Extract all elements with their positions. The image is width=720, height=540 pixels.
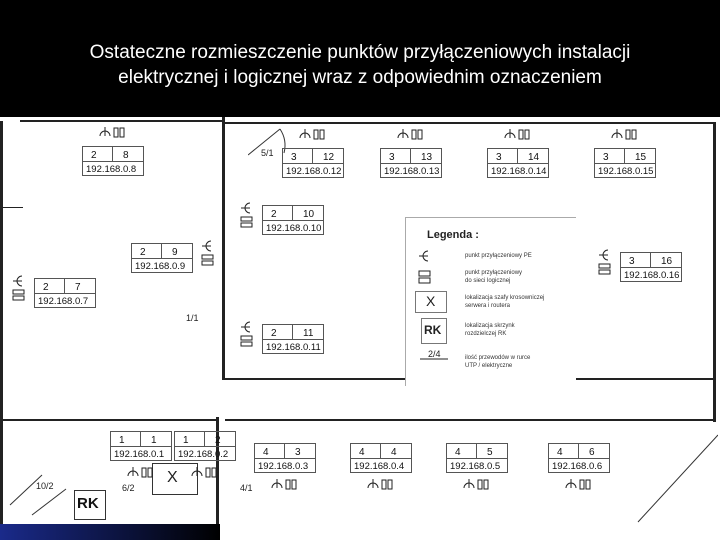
circuit-number: 2 [91, 150, 97, 161]
circuit-number: 3 [603, 152, 609, 163]
circuit-number-cell [174, 431, 205, 447]
legend-count-sample: 2/4 [428, 349, 441, 359]
outlet-number: 5 [487, 447, 493, 458]
socket-pair-icon [190, 466, 218, 480]
circuit-number: 3 [629, 256, 635, 267]
outlet-number: 16 [661, 256, 673, 267]
outlet-number: 4 [391, 447, 397, 458]
legend-item-rk-1: lokalizacja skrzynk [465, 323, 515, 329]
outlet-number: 6 [589, 447, 595, 458]
ip-address-cell [34, 293, 96, 308]
circuit-number-cell [446, 443, 477, 459]
socket-pair-icon [564, 478, 592, 492]
outlet-number: 14 [528, 152, 540, 163]
ip-address: 192.168.0.5 [450, 461, 501, 472]
ip-address-cell [548, 458, 610, 473]
circuit-number-cell [380, 148, 411, 164]
ip-address-cell [131, 258, 193, 273]
route-label: 10/2 [36, 481, 54, 491]
socket-pair-icon [503, 128, 531, 142]
outlet-number-cell [292, 324, 324, 340]
circuit-number: 4 [557, 447, 563, 458]
outlet-number: 3 [295, 447, 301, 458]
outlet-number-cell [380, 443, 412, 459]
ip-address: 192.168.0.2 [178, 449, 229, 460]
legend-rk-mark: RK [424, 323, 442, 337]
ip-address-cell [620, 267, 682, 282]
ip-address-cell [487, 163, 549, 178]
outlet-number-cell [292, 205, 324, 221]
ip-address: 192.168.0.1 [114, 449, 165, 460]
socket-pair-icon [240, 320, 254, 348]
outlet-number: 2 [215, 435, 221, 446]
ip-address: 192.168.0.15 [598, 166, 654, 177]
socket-pair-icon [598, 248, 612, 276]
ip-address-cell [380, 163, 442, 178]
outlet-number: 9 [172, 247, 178, 258]
ip-address-cell [282, 163, 344, 178]
server-rack-mark: X [167, 469, 178, 486]
slide-title [0, 40, 720, 90]
outlet-number-cell [112, 146, 144, 162]
legend-item-pe: punkt przyłączeniowy PE [465, 253, 532, 259]
circuit-number: 3 [496, 152, 502, 163]
circuit-number-cell [110, 431, 141, 447]
socket-pair-icon [12, 274, 26, 302]
outlet-number-cell [204, 431, 236, 447]
socket-pair-icon [298, 128, 326, 142]
circuit-number: 2 [271, 209, 277, 220]
data-socket-icon [418, 269, 432, 285]
outlet-number-cell [284, 443, 316, 459]
socket-pair-icon [270, 478, 298, 492]
slide-footer-bar [0, 524, 220, 540]
ip-address: 192.168.0.3 [258, 461, 309, 472]
route-label: 6/2 [122, 483, 135, 493]
ip-address: 192.168.0.11 [266, 342, 321, 353]
ip-address-cell [350, 458, 412, 473]
ip-address: 192.168.0.13 [384, 166, 440, 177]
circuit-number-cell [254, 443, 285, 459]
legend-item-rk-2: rozdzielczej RK [465, 331, 507, 337]
outlet-number: 7 [75, 282, 81, 293]
circuit-number-cell [620, 252, 651, 268]
circuit-number-cell [350, 443, 381, 459]
slide-title-line-2: elektrycznej i logicznej wraz z odpowiednim oznaczeniem [118, 67, 602, 88]
legend-item-count-2: UTP / elektryczne [465, 363, 513, 369]
floor-plan [0, 117, 720, 540]
route-label: 5/1 [261, 148, 274, 158]
conduit-line-icon [418, 357, 452, 367]
ip-address-cell [174, 446, 236, 461]
ip-address: 192.168.0.4 [354, 461, 405, 472]
ip-address: 192.168.0.7 [38, 296, 89, 307]
ip-address: 192.168.0.16 [624, 270, 680, 281]
outlet-number-cell [161, 243, 193, 259]
ip-address-cell [110, 446, 172, 461]
outlet-number-cell [578, 443, 610, 459]
outlet-number: 1 [151, 435, 157, 446]
circuit-number: 3 [291, 152, 297, 163]
circuit-number-cell [487, 148, 518, 164]
ip-address-cell [446, 458, 508, 473]
circuit-number-cell [548, 443, 579, 459]
slide-title-line-1: Ostateczne rozmieszczenie punktów przyłączeniowych instalacji [89, 42, 631, 63]
route-label: 1/1 [186, 313, 199, 323]
ip-address: 192.168.0.10 [266, 223, 322, 234]
wall [3, 207, 23, 208]
wall [20, 120, 224, 122]
ip-address-cell [82, 161, 144, 176]
legend-item-rack-1: lokalizacja szafy krosowniczej [465, 295, 545, 301]
socket-pair-icon [201, 239, 215, 267]
legend-item-count-1: ilość przewodów w rurce [465, 355, 531, 361]
outlet-number: 11 [303, 328, 314, 339]
circuit-number: 2 [140, 247, 146, 258]
outlet-number-cell [517, 148, 549, 164]
outlet-number-cell [650, 252, 682, 268]
legend-item-data-1: punkt przyłączeniowy [465, 270, 523, 276]
socket-pair-icon [610, 128, 638, 142]
socket-pair-icon [126, 466, 154, 480]
ip-address-cell [262, 339, 324, 354]
outlet-number-cell [624, 148, 656, 164]
ip-address-cell [594, 163, 656, 178]
outlet-number: 8 [123, 150, 129, 161]
circuit-number: 2 [271, 328, 277, 339]
legend-item-rack-2: serwera i routera [465, 303, 511, 309]
ip-address: 192.168.0.6 [552, 461, 603, 472]
ip-address: 192.168.0.9 [135, 261, 186, 272]
circuit-number-cell [82, 146, 113, 162]
circuit-number: 4 [263, 447, 269, 458]
outlet-number: 15 [635, 152, 647, 163]
wall [713, 122, 716, 422]
circuit-number: 1 [183, 435, 189, 446]
outlet-number: 13 [421, 152, 433, 163]
circuit-number: 2 [43, 282, 49, 293]
circuit-number-cell [34, 278, 65, 294]
circuit-number: 4 [359, 447, 365, 458]
rk-mark: RK [77, 495, 99, 512]
socket-pair-icon [98, 126, 126, 140]
legend-x-mark: X [426, 293, 436, 309]
ip-address: 192.168.0.12 [286, 166, 342, 177]
outlet-number-cell [410, 148, 442, 164]
socket-pair-icon [240, 201, 254, 229]
legend-title: Legenda : [427, 229, 479, 241]
socket-pair-icon [396, 128, 424, 142]
circuit-number-cell [262, 324, 293, 340]
outlet-number-cell [312, 148, 344, 164]
circuit-number: 1 [119, 435, 125, 446]
wall [222, 117, 225, 380]
door-arc-icon [618, 417, 718, 527]
ip-address: 192.168.0.14 [491, 166, 547, 177]
outlet-number-cell [64, 278, 96, 294]
socket-pair-icon [366, 478, 394, 492]
outlet-number: 10 [303, 209, 315, 220]
circuit-number-cell [131, 243, 162, 259]
circuit-number-cell [594, 148, 625, 164]
ip-address: 192.168.0.8 [86, 164, 137, 175]
ip-address-cell [254, 458, 316, 473]
socket-pair-icon [462, 478, 490, 492]
wall [225, 122, 715, 124]
wall [0, 121, 3, 540]
outlet-number-cell [476, 443, 508, 459]
outlet-number-cell [140, 431, 172, 447]
pe-socket-icon [418, 249, 432, 263]
route-line-icon [30, 487, 70, 517]
circuit-number: 4 [455, 447, 461, 458]
circuit-number-cell [282, 148, 313, 164]
ip-address-cell [262, 220, 324, 235]
route-label: 4/1 [240, 483, 253, 493]
circuit-number: 3 [389, 152, 395, 163]
wall [0, 419, 216, 421]
circuit-number-cell [262, 205, 293, 221]
outlet-number: 12 [323, 152, 335, 163]
legend-item-data-2: do sieci logicznej [465, 278, 511, 284]
